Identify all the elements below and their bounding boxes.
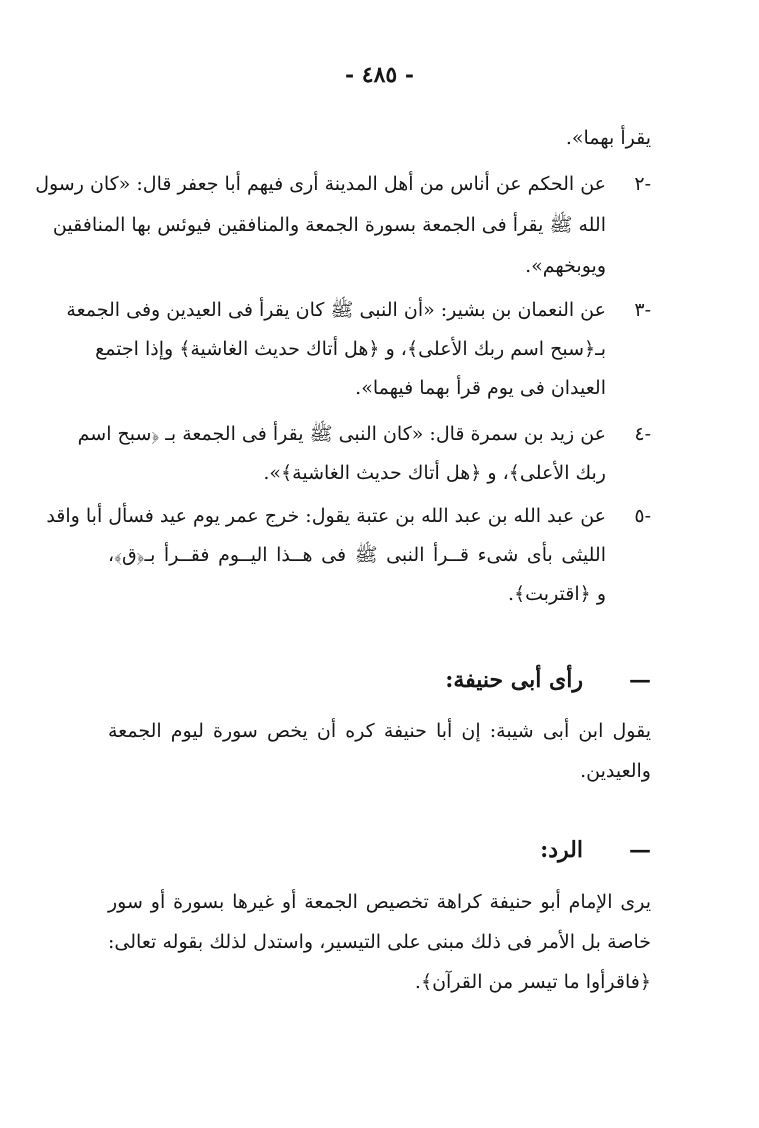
heading-text: رأى أبى حنيفة: bbox=[445, 667, 583, 693]
text-line: يقرأ بهما». bbox=[565, 127, 651, 149]
item-number-4: -٤ bbox=[634, 423, 651, 445]
item-5-line-3: و ﴿اقتربت﴾. bbox=[507, 583, 606, 605]
item-5-line-1: عن عبد الله بن عبد الله بن عتبة يقول: خرج عمر يوم عيد فسأل أبا واقد bbox=[46, 505, 606, 527]
item-3-line-2: بـ﴿سبح اسم ربك الأعلى﴾، و ﴿هل أتاك حديث الغاشية﴾ وإذا اجتمع bbox=[95, 338, 606, 360]
heading-text: الرد: bbox=[540, 837, 583, 863]
item-4-line-1: عن زيد بن سمرة قال: «كان النبى ﷺ يقرأ فى الجمعة بـ ﴿سبح اسم bbox=[77, 423, 606, 445]
section-heading-response bbox=[108, 830, 651, 871]
heading-dash: — bbox=[629, 667, 651, 693]
item-2-line-1: عن الحكم عن أناس من أهل المدينة أرى فيهم أبا جعفر قال: «كان رسول bbox=[35, 173, 606, 195]
paragraph-line: يرى الإمام أبو حنيفة كراهة تخصيص الجمعة أو غيرها بسورة أو سور bbox=[108, 891, 651, 913]
paragraph-line: ﴿فاقرأوا ما تيسر من القرآن﴾. bbox=[414, 971, 651, 993]
item-2-line-2: الله ﷺ يقرأ فى الجمعة بسورة الجمعة والمنافقين فيوئس بها المنافقين bbox=[52, 214, 606, 236]
paragraph-line: والعيدين. bbox=[580, 760, 651, 782]
item-2-line-3: ويوبخهم». bbox=[525, 255, 606, 277]
item-4-line-2: ربك الأعلى﴾، و ﴿هل أتاك حديث الغاشية﴾». bbox=[263, 462, 606, 484]
section-heading-abu-hanifa bbox=[108, 660, 651, 701]
item-3-line-1: عن النعمان بن بشير: «أن النبى ﷺ كان يقرأ فى العيدين وفى الجمعة bbox=[66, 299, 606, 321]
item-5-line-2: الليثى بأى شىء قــرأ النبى ﷺ فى هــذا اليــوم فقــرأ بـ﴿ق﴾، bbox=[108, 544, 606, 566]
paragraph-line: خاصة بل الأمر فى ذلك مبنى على التيسير، واستدل لذلك بقوله تعالى: bbox=[108, 931, 651, 953]
item-3-line-3: العيدان فى يوم قرأ بهما فيهما». bbox=[355, 377, 606, 399]
item-number-2: -٢ bbox=[634, 173, 651, 195]
item-number-3: -٣ bbox=[634, 299, 651, 321]
heading-dash: — bbox=[629, 837, 651, 863]
item-number-5: -٥ bbox=[634, 505, 651, 527]
paragraph-line: يقول ابن أبى شيبة: إن أبا حنيفة كره أن يخص سورة ليوم الجمعة bbox=[108, 720, 651, 742]
page-number: - ٤٨٥ - bbox=[344, 62, 415, 88]
